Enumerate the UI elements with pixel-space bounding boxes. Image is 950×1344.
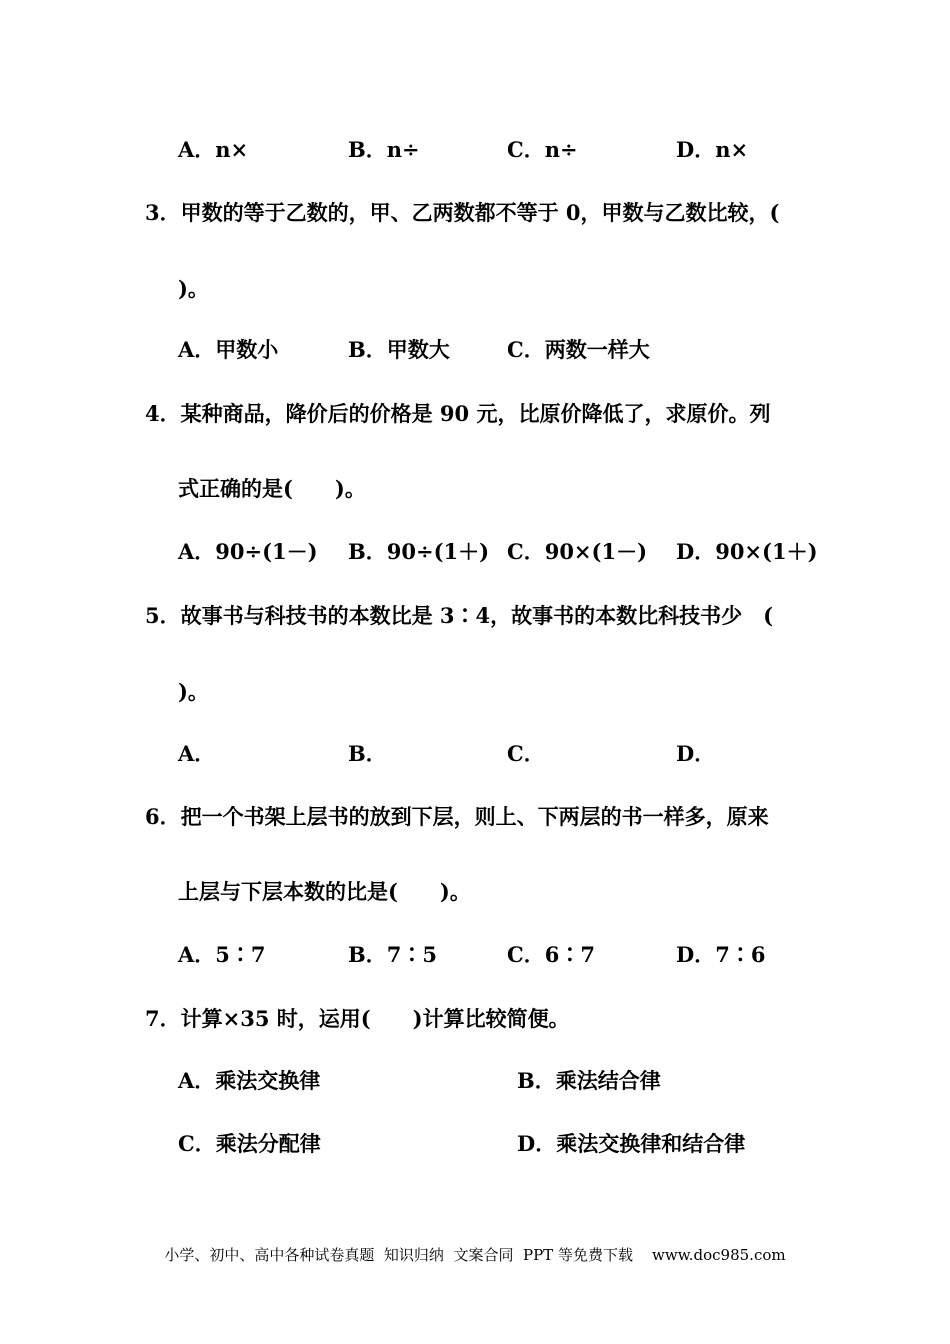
footer-download-notice: 小学、初中、高中各种试卷真题 知识归纳 文案合同 PPT 等免费下载 www.doc985.com xyxy=(164,1246,786,1264)
q5-stem-line2: )。 xyxy=(178,679,209,704)
q5-option-a: A． xyxy=(178,741,216,766)
q3-option-c: C．两数一样大 xyxy=(507,337,650,362)
q6-option-c: C．6∶7 xyxy=(507,942,595,967)
q7-stem: 7．计算×35 时，运用( )计算比较简便。 xyxy=(145,1006,570,1031)
q3-option-b: B．甲数大 xyxy=(348,337,450,362)
q3-stem-line2: )。 xyxy=(178,276,209,301)
q4-option-b: B．90÷(1＋) xyxy=(348,539,490,564)
q6-option-d: D．7∶6 xyxy=(676,942,766,967)
q4-option-c: C．90×(1－) xyxy=(507,539,648,564)
q7-option-b: B．乘法结合律 xyxy=(517,1068,661,1093)
q3-option-a: A．甲数小 xyxy=(178,337,279,362)
q5-option-c: C． xyxy=(507,741,545,766)
q2-option-b: B．n÷ xyxy=(348,137,420,162)
q2-option-d: D．n× xyxy=(676,137,749,162)
q4-option-a: A．90÷(1－) xyxy=(178,539,318,564)
q6-option-a: A．5∶7 xyxy=(178,942,266,967)
q7-option-c: C．乘法分配律 xyxy=(178,1131,321,1156)
q5-option-d: D． xyxy=(676,741,716,766)
q4-option-d: D．90×(1＋) xyxy=(676,539,818,564)
q7-option-d: D．乘法交换律和结合律 xyxy=(517,1131,746,1156)
q4-stem-line2: 式正确的是( )。 xyxy=(178,476,366,501)
q3-stem-line1: 3．甲数的等于乙数的，甲、乙两数都不等于 0，甲数与乙数比较，( xyxy=(145,200,780,225)
q2-option-a: A．n× xyxy=(178,137,249,162)
q6-option-b: B．7∶5 xyxy=(348,942,437,967)
q6-stem-line2: 上层与下层本数的比是( )。 xyxy=(178,879,471,904)
q4-stem-line1: 4．某种商品，降价后的价格是 90 元，比原价降低了，求原价。列 xyxy=(145,401,771,426)
q5-option-b: B． xyxy=(348,741,387,766)
q5-stem-line1: 5．故事书与科技书的本数比是 3∶4，故事书的本数比科技书少 ( xyxy=(145,603,774,628)
q6-stem-line1: 6．把一个书架上层书的放到下层，则上、下两层的书一样多，原来 xyxy=(145,804,769,829)
q2-option-c: C．n÷ xyxy=(507,137,578,162)
q7-option-a: A．乘法交换律 xyxy=(178,1068,321,1093)
